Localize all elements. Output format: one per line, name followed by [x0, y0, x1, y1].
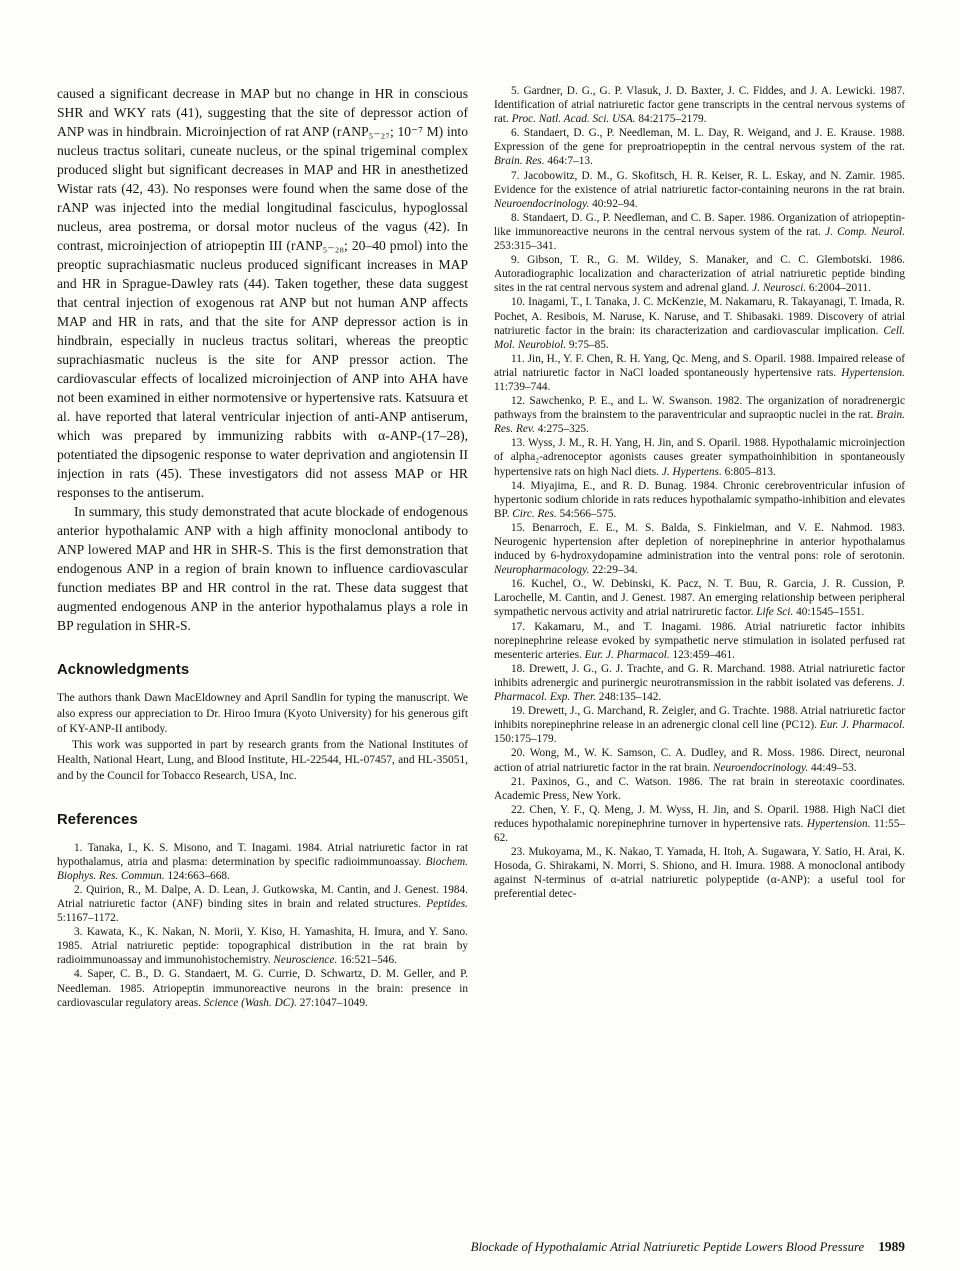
reference-item: 19. Drewett, J., G. Marchand, R. Zeigler, and G. Trachte. 1988. Atrial natriuretic factor inhibits norepinephrine release in an adrenergic clonal cell line (PC12). Eur. J. Pharmacol. 150:175–179. [494, 705, 905, 746]
acknowledgments-paragraph: This work was supported in part by research grants from the National Institutes of Health, National Heart, Lung, and Blood Institute, HL-22544, HL-07457, and HL-35051, and by the Council for Tobacco Research, USA, Inc. [57, 738, 468, 782]
reference-item: 9. Gibson, T. R., G. M. Wildey, S. Manaker, and C. C. Glembotski. 1986. Autoradiographic localization and characterization of atrial natriuretic peptide binding sites in the rat central nervous system and adrenal gland. J. Neurosci. 6:2004–2011. [494, 254, 905, 295]
reference-item: 20. Wong, M., W. K. Samson, C. A. Dudley, and R. Moss. 1986. Direct, neuronal action of atrial natriuretic factor in the rat brain. Neuroendocrinology. 44:49–53. [494, 747, 905, 774]
reference-item: 2. Quirion, R., M. Dalpe, A. D. Lean, J. Gutkowska, M. Cantin, and J. Genest. 1984. Atrial natriuretic factor (ANF) binding sites in brain and related structures. Peptides. 5:1167–1172. [57, 883, 468, 925]
right-column [494, 84, 905, 1010]
acknowledgments-paragraph: The authors thank Dawn MacEldowney and April Sandlin for typing the manuscript. We also express our appreciation to Dr. Hiroo Imura (Kyoto University) for his generous gift of KY-ANP-II antibody. [57, 692, 468, 736]
references-list-left [57, 841, 468, 1010]
reference-item: 10. Inagami, T., I. Tanaka, J. C. McKenzie, M. Nakamaru, R. Takayanagi, T. Imada, R. Pochet, A. Resibois, M. Naruse, K. Naruse, and T. Shibasaki. 1989. Discovery of atrial natriuretic factor in the brain: its characterization and cardiovascular implication. Cell. Mol. Neurobiol. 9:75–85. [494, 296, 905, 351]
acknowledgments-heading: Acknowledgments [57, 662, 190, 678]
reference-item: 23. Mukoyama, M., K. Nakao, T. Yamada, H. Itoh, A. Sugawara, Y. Satio, H. Arai, K. Hosoda, G. Shirakami, N. Morri, S. Shiono, and H. Imura. 1988. A monoclonal antibody against N-terminus of α-atrial natriuretic polypeptide (α-ANP): a useful tool for preferential detec- [494, 846, 905, 901]
page-columns [57, 84, 905, 1010]
reference-item: 18. Drewett, J. G., G. J. Trachte, and G. R. Marchand. 1988. Atrial natriuretic factor inhibits adrenergic and purinergic neurotransmission in the rabbit isolated vas deferens. J. Pharmacol. Exp. Ther. 248:135–142. [494, 662, 905, 704]
left-column [57, 84, 468, 1010]
reference-item: 21. Paxinos, G., and C. Watson. 1986. The rat brain in stereotaxic coordinates. Academic Press, New York. [494, 775, 905, 802]
reference-item: 13. Wyss, J. M., R. H. Yang, H. Jin, and S. Oparil. 1988. Hypothalamic microinjection of alpha₂-adrenoceptor agonists causes greater sympathoinhibition in spontaneously hypertensive rats on high Nacl diets. J. Hypertens. 6:805–813. [494, 437, 905, 478]
reference-item: 6. Standaert, D. G., P. Needleman, M. L. Day, R. Weigand, and J. E. Krause. 1988. Expression of the gene for preproatriopeptin in the central nervous system of the rat. Brain. Res. 464:7–13. [494, 127, 905, 168]
references-heading: References [57, 811, 138, 828]
acknowledgments-section [57, 691, 468, 785]
body-paragraph: caused a significant decrease in MAP but no change in HR in conscious SHR and WKY rats (41), suggesting that the site of depressor action of ANP was in hindbrain. Microinjection of rat ANP (rANP₅₋₂₇; 10⁻⁷ M) into nucleus tractus solitari, cuneate nucleus, or the spinal trigeminal complex produced slight but significant decreases in MAP and HR in anesthetized Wistar rats (42, 43). No responses were found when the same dose of the rANP was injected into the medial longitudinal fasciculus, hypoglossal nucleus, area postrema, or dorsal motor nucleus of the vagus (42). In contrast, microinjection of atriopeptin III (rANP₅₋₂₈; 20–40 pmol) into the preoptic suprachiasmatic nucleus produced significant increases in MAP and HR in Sprague-Dawley rats (44). Taken together, these data suggest that central injection of exogenous rat ANP but not human ANP affects MAP and HR in rats, and that the site for ANP depressor action is in hindbrain, especially in nucleus tractus solitari, whereas the preoptic suprachiasmatic nucleus is the site for ANP pressor action. The cardiovascular effects of localized microinjection of ANP into AHA have not been examined in either normotensive or hypertensive rats. Katsuura et al. have reported that lateral ventricular injection of anti-ANP antiserum, which was prepared by immunizing rabbits with α-ANP-(17–28), potentiated the dipsogenic response to water deprivation and angiotensin II injection in rats (45). These investigators did not assess MAP or HR responses to the antiserum. [57, 86, 468, 500]
reference-item: 22. Chen, Y. F., Q. Meng, J. M. Wyss, H. Jin, and S. Oparil. 1988. High NaCl diet reduces hypothalamic norepinephrine turnover in hypertensive rats. Hypertension. 11:55–62. [494, 803, 905, 844]
reference-item: 16. Kuchel, O., W. Debinski, K. Pacz, N. T. Buu, R. Garcia, J. R. Cussion, P. Larochelle, M. Cantin, and J. Genest. 1987. An emerging relationship between peripheral sympathetic nervous activity and atrial natriruretic factor. Life Sci. 40:1545–1551. [494, 578, 905, 619]
discussion-text [57, 84, 468, 635]
reference-item: 8. Standaert, D. G., P. Needleman, and C. B. Saper. 1986. Organization of atriopeptin-like immunoreactive neurons in the central nervous system of the rat. J. Comp. Neurol. 253:315–341. [494, 211, 905, 253]
reference-item: 12. Sawchenko, P. E., and L. W. Swanson. 1982. The organization of noradrenergic pathways from the brainstem to the paraventricular and supraoptic nuclei in the rat. Brain. Res. Rev. 4:275–325. [494, 395, 905, 436]
page-number: 1989 [878, 1239, 905, 1254]
reference-item: 15. Benarroch, E. E., M. S. Balda, S. Finkielman, and V. E. Nahmod. 1983. Neurogenic hypertension after depletion of norepinephrine in anterior hypothalamus induced by 6-hydroxydopamine administration into the ventral pons: role of serotonin. Neuropharmacology. 22:29–34. [494, 521, 905, 577]
reference-item: 3. Kawata, K., K. Nakan, N. Morii, Y. Kiso, H. Yamashita, H. Imura, and Y. Sano. 1985. Atrial natriuretic peptide: topographical distribution in the rat brain by radioimmunoassay and immunohistochemistry. Neuroscience. 16:521–546. [57, 926, 468, 967]
body-paragraph: In summary, this study demonstrated that acute blockade of endogenous anterior hypothalamic ANP with a high affinity monoclonal antibody to ANP lowered MAP and HR in SHR-S. This is the first demonstration that endogenous ANP in a region of brain known to influence cardiovascular function mediates BP and HR control in the rat. These data suggest that augmented endogenous ANP in the anterior hypothalamus plays a role in BP regulation in SHR-S. [57, 504, 468, 633]
reference-item: 7. Jacobowitz, D. M., G. Skofitsch, H. R. Keiser, R. L. Eskay, and N. Zamir. 1985. Evidence for the existence of atrial natriuretic factor-containing neurons in the rat brain. Neuroendocrinology. 40:92–94. [494, 169, 905, 210]
reference-item: 1. Tanaka, I., K. S. Misono, and T. Inagami. 1984. Atrial natriuretic factor in rat hypothalamus, atria and plasma: determination by specific radioimmunoassay. Biochem. Biophys. Res. Commun. 124:663–668. [57, 841, 468, 882]
page-footer [471, 1238, 905, 1256]
reference-item: 4. Saper, C. B., D. G. Standaert, M. G. Currie, D. Schwartz, D. M. Geller, and P. Needleman. 1985. Atriopeptin immunoreactive neurons in the brain: presence in cardiovascular regulatory areas. Science (Wash. DC). 27:1047–1049. [57, 968, 468, 1009]
references-list-right [494, 84, 905, 901]
reference-item: 17. Kakamaru, M., and T. Inagami. 1986. Atrial natriuretic factor inhibits norepinephrine release evoked by sympathetic nerve stimulation in isolated perfused rat mesenteric arteries. Eur. J. Pharmacol. 123:459–461. [494, 620, 905, 661]
reference-item: 5. Gardner, D. G., G. P. Vlasuk, J. D. Baxter, J. C. Fiddes, and J. A. Lewicki. 1987. Identification of atrial natriuretic factor gene transcripts in the central nervous systems of rat. Proc. Natl. Acad. Sci. USA. 84:2175–2179. [494, 85, 905, 126]
reference-item: 14. Miyajima, E., and R. D. Bunag. 1984. Chronic cerebroventricular infusion of hypertonic sodium chloride in rats reduces hypothalamic sympatho-inhibition and elevates BP. Circ. Res. 54:566–575. [494, 479, 905, 520]
running-title: Blockade of Hypothalamic Atrial Natriuretic Peptide Lowers Blood Pressure [470, 1240, 865, 1254]
reference-item: 11. Jin, H., Y. F. Chen, R. H. Yang, Qc. Meng, and S. Oparil. 1988. Impaired release of atrial natriuretic factor in NaCl loaded spontaneously hypertensive rats. Hypertension. 11:739–744. [494, 352, 906, 393]
